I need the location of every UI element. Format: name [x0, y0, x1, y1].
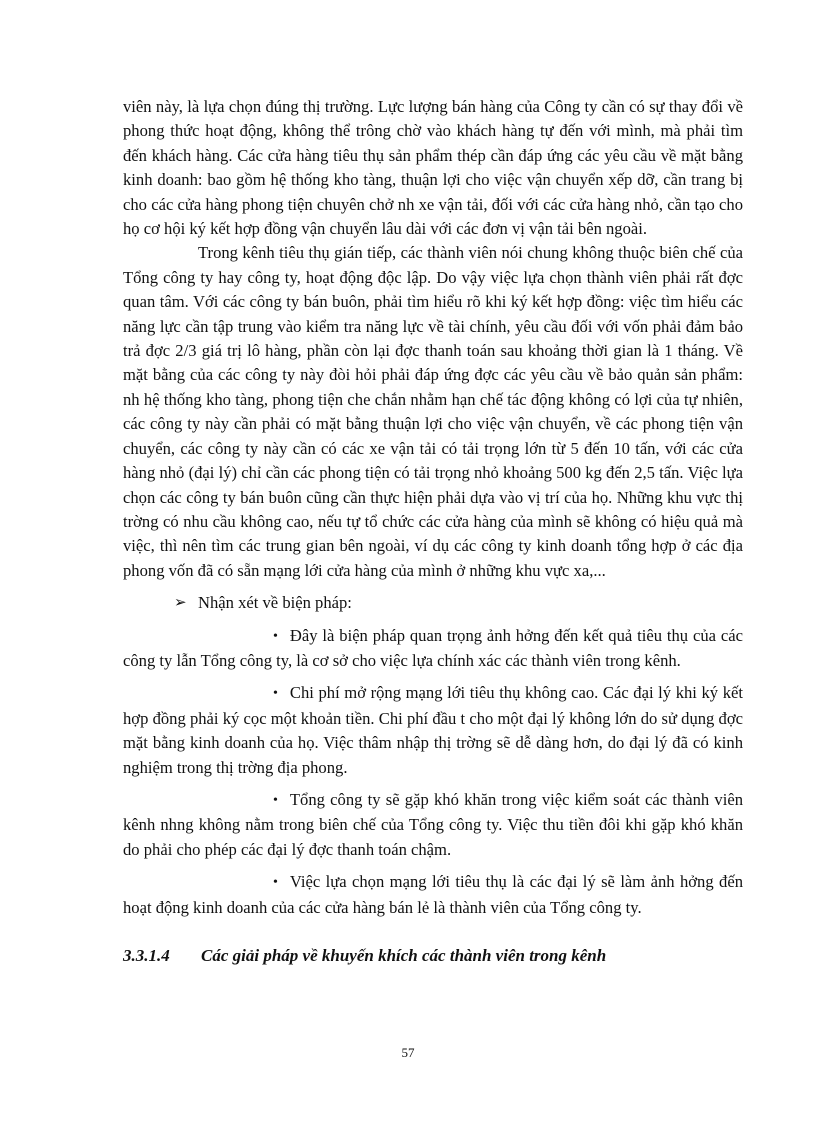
bullet-item-1	[123, 624, 743, 674]
bullet-item-1-text: Đây là biện pháp quan trọng ảnh hởng đến kết quả tiêu thụ của các công ty lẫn Tổng công ty, là cơ sở cho việc lựa chính xác các thành viên trong kênh.	[123, 625, 743, 670]
bullet-item-2	[123, 681, 743, 780]
bullet-item-3-text: Tổng công ty sẽ gặp khó khăn trong việc kiểm soát các thành viên kênh nhng không nằm trong biên chế của Tổng công ty. Việc thu tiền đôi khi gặp khó khăn do phải cho phép các đại lý đợc thanh toán chậm.	[123, 789, 743, 859]
bullet-item-2-text: Chi phí mở rộng mạng lới tiêu thụ không cao. Các đại lý khi ký kết hợp đồng phải ký cọc một khoản tiền. Chi phí đầu t cho một đại lý không lớn do sử dụng đợc mặt bằng kinh doanh của họ. Việc thâm nhập thị trờng sẽ dễ dàng hơn, do đại lý đã có kinh nghiệm trong thị trờng địa phong.	[123, 683, 743, 777]
arrow-list-item	[123, 591, 743, 615]
bullet-icon: •	[273, 792, 278, 808]
section-heading-title: Các giải pháp về khuyến khích các thành viên trong kênh	[201, 946, 607, 965]
bullet-item-3	[123, 788, 743, 862]
bullet-icon: •	[273, 686, 278, 702]
section-heading	[123, 944, 743, 968]
paragraph-1: viên này, là lựa chọn đúng thị trường. Lực lượng bán hàng của Công ty cần có sự thay đổi về phong thức hoạt động, không thể trông chờ vào khách hàng tự đến với mình, mà phải tìm đến khách hàng. Các cửa hàng tiêu thụ sản phẩm thép cần đáp ứng các yêu cầu về mặt bằng kinh doanh: bao gồm hệ thống kho tàng, thuận lợi cho việc vận chuyển xếp dỡ, cần trang bị cho các cửa hàng phong tiện chuyên chở nh xe vận tải, đối với các cửa hàng nhỏ, cần tạo cho họ cơ hội ký kết hợp đồng vận chuyển lâu dài với các đơn vị vận tải bên ngoài.	[123, 97, 743, 239]
bullet-icon: •	[273, 875, 278, 891]
bullet-icon: •	[273, 628, 278, 644]
document-body	[123, 95, 743, 968]
bullet-item-4	[123, 870, 743, 920]
section-heading-number: 3.3.1.4	[123, 946, 170, 965]
page-number: 57	[401, 1045, 415, 1060]
arrow-bullet-icon: ➢	[174, 595, 187, 612]
paragraph-2: Trong kênh tiêu thụ gián tiếp, các thành viên nói chung không thuộc biên chế của Tổng công ty hay công ty, hoạt động độc lập. Do vậy việc lựa chọn thành viên phải rất đợc quan tâm. Với các công ty bán buôn, phải tìm hiểu rõ khi ký kết hợp đồng: việc tìm hiểu các năng lực cần tập trung vào kiểm tra năng lực về tài chính, yêu cầu đối với vốn phải đảm bảo trả đợc 2/3 giá trị lô hàng, phần còn lại đợc thanh toán sau khoảng thời gian là 1 tháng. Về mặt bằng của các công ty này đòi hỏi phải đáp ứng đợc các yêu cầu về bảo quản sản phẩm: nh hệ thống kho tàng, phong tiện che chắn nhằm hạn chế tác động không có lợi của tự nhiên, các công ty này cần phải có mặt bằng thuận lợi cho việc vận chuyển, về các phong tiện vận chuyển, các công ty này cần có các xe vận tải có tải trọng lớn từ 5 đến 10 tấn, với các cửa hàng nhỏ (đại lý) chỉ cần các phong tiện có tải trọng nhỏ khoảng 500 kg đến 2,5 tấn. Việc lựa chọn các công ty bán buôn cũng cần thực hiện phải dựa vào vị trí của họ. Những khu vực thị trờng có nhu cầu không cao, nếu tự tổ chức các cửa hàng của mình sẽ không có hiệu quả mà việc, thì nên tìm các trung gian bên ngoài, ví dụ các công ty kinh doanh tổng hợp ở các địa phong vốn đã có sẵn mạng lới cửa hàng của mình ở những khu vực xa,...	[123, 243, 743, 580]
arrow-list-item-text: Nhận xét về biện pháp:	[198, 593, 352, 613]
bullet-item-4-text: Việc lựa chọn mạng lới tiêu thụ là các đại lý sẽ làm ảnh hởng đến hoạt động kinh doanh của các cửa hàng bán lẻ là thành viên của Tổng công ty.	[123, 872, 743, 917]
